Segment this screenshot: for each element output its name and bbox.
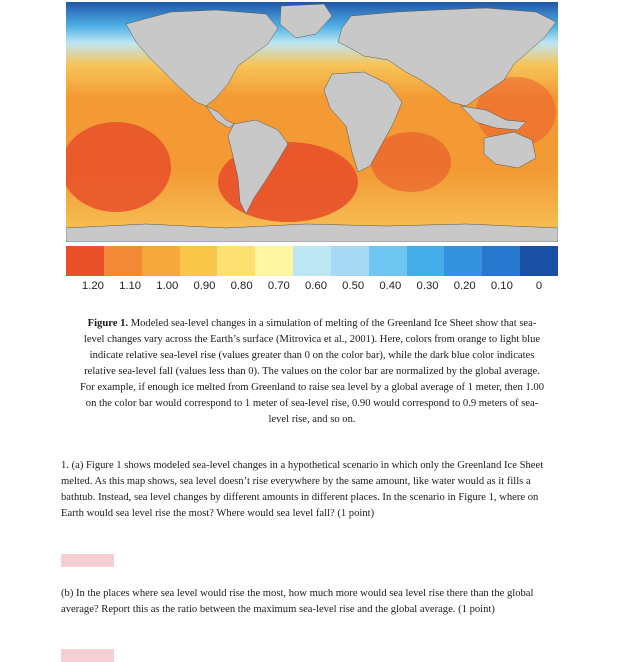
answer-box-1b[interactable] (61, 649, 114, 662)
colorbar-swatch (217, 246, 255, 276)
rise-zone-south-pacific (66, 122, 171, 212)
colorbar-swatch (407, 246, 445, 276)
colorbar-tick-label: 1.00 (156, 280, 179, 292)
figure-caption (78, 316, 546, 428)
colorbar-tick-label: 0.80 (230, 280, 253, 292)
colorbar-swatch (104, 246, 142, 276)
caption-text: Modeled sea-level changes in a simulation of melting of the Greenland Ice Sheet show that sea-level changes vary across the Earth’s surface (Mitrovica et al., 2001). Here, colors from orange to light blue indicate relative sea-level rise (values greater than 0 on the color bar), while the dark blue color indicates relative sea-level fall (values less than 0). The values on the color bar are normalized by the global average. For example, if enough ice melted from Greenland to raise sea level by a global average of 1 meter, then 1.00 on the color bar would correspond to 1 meter of sea-level rise, 0.90 would correspond to 0.9 meters of sea-level rise, and so on. (79, 318, 545, 425)
colorbar-tick-label: 0.70 (267, 280, 290, 292)
colorbar-tick-label: 0.60 (305, 280, 327, 292)
land-antarctica (66, 224, 558, 242)
answer-box-1a[interactable] (61, 554, 114, 567)
colorbar-swatch (293, 246, 331, 276)
question-1a: 1. (a) Figure 1 shows modeled sea-level changes in a hypothetical scenario in which only the Greenland Ice Sheet melted. As this map shows, sea level doesn’t rise everywhere by the same amount, like water would as it fills a bathtub. Instead, sea level changes by different amounts in different places. In the scenario in Figure 1, where on Earth would sea level rise the most? Where would sea level fall? (1 point) (61, 460, 544, 519)
colorbar-swatch (369, 246, 407, 276)
colorbar (66, 246, 558, 276)
colorbar-tick-label: 0.20 (453, 280, 476, 292)
colorbar-tick-label: 0 (535, 280, 543, 292)
colorbar-swatch (482, 246, 520, 276)
colorbar-tick-label: 1.10 (119, 280, 142, 292)
colorbar-swatch (520, 246, 558, 276)
colorbar-tick-label: 0.90 (193, 280, 216, 292)
colorbar-tick-label: 0.10 (490, 280, 513, 292)
colorbar-tick-label: 0.50 (342, 280, 365, 292)
colorbar-tick-label: 0.30 (416, 280, 439, 292)
colorbar-tick-label: 1.20 (81, 280, 104, 292)
colorbar-tick-labels (66, 280, 558, 294)
colorbar-swatch (142, 246, 180, 276)
colorbar-swatch (255, 246, 293, 276)
sea-level-map (66, 2, 558, 242)
colorbar-swatch (331, 246, 369, 276)
colorbar-tick-label: 0.40 (379, 280, 402, 292)
caption-label: Figure 1. (87, 318, 129, 329)
colorbar-swatch (66, 246, 104, 276)
question-1b: (b) In the places where sea level would rise the most, how much more would sea level rise there than the global average? Report this as the ratio between the maximum sea-level rise and the global average. (1 point) (61, 588, 534, 615)
colorbar-swatch (444, 246, 482, 276)
colorbar-swatch (180, 246, 218, 276)
